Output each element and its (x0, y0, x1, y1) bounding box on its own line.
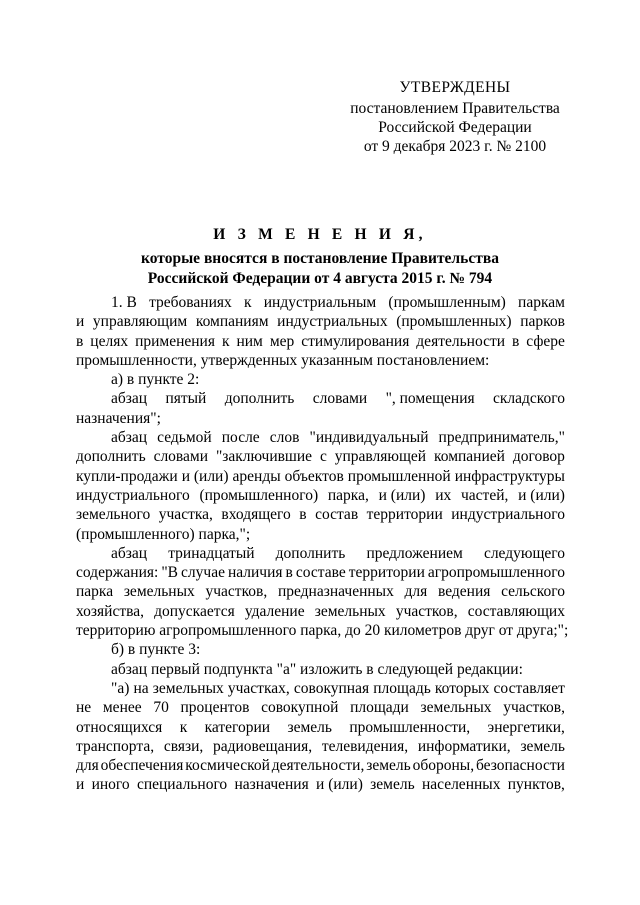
word: аренды (232, 467, 281, 485)
word: седьмой (157, 429, 212, 447)
word: входящего (221, 506, 291, 524)
text-line (76, 293, 565, 312)
word: индустриальных (277, 313, 388, 331)
word: площади (350, 699, 409, 717)
word: и (или) (181, 467, 229, 485)
approval-line: от 9 декабря 2023 г. № 2100 (363, 138, 547, 155)
word: составляет (493, 679, 565, 697)
word: земельного (76, 506, 151, 524)
approval-heading: УТВЕРЖДЕНЫ (399, 79, 511, 96)
word: паркам (518, 294, 565, 311)
word: участков, (503, 699, 565, 717)
word: связи, (163, 737, 204, 755)
word: и (76, 776, 85, 794)
word: парка, (327, 486, 369, 504)
text-line: б) в пункте 3: (111, 641, 201, 659)
word: купли-продажи (76, 467, 178, 485)
text-line: а) в пункте 2: (111, 371, 200, 389)
text-line (76, 332, 565, 351)
word: управляющим (92, 313, 188, 331)
word: предприниматель," (438, 429, 565, 447)
word: деятельности, (271, 757, 365, 775)
text-line (76, 486, 565, 505)
word: наличия (227, 564, 283, 582)
word: пунктов, (507, 776, 565, 794)
word: безопасности (475, 757, 565, 775)
word: для (76, 757, 99, 775)
word: абзац (111, 544, 148, 562)
word: не (76, 699, 92, 717)
word: промышленной (347, 467, 451, 485)
word: требованиях (149, 294, 232, 311)
subtitle-line: Российской Федерации от 4 августа 2015 г. № 794 (147, 270, 493, 287)
word: телевидения, (321, 737, 409, 755)
word: ним (236, 332, 263, 350)
document-subtitle (0, 249, 640, 289)
word: промышленности, (349, 718, 471, 736)
word: слов (269, 429, 300, 447)
word: абзац (111, 390, 148, 408)
word: земельных (152, 679, 224, 697)
word: объектов (284, 467, 344, 485)
word: площадь (373, 679, 431, 697)
word: абзац (111, 429, 148, 447)
text-line (76, 544, 565, 563)
word: мер (269, 332, 295, 350)
word: 70 (153, 699, 169, 717)
word: в (299, 506, 307, 524)
word: земельных (123, 583, 195, 601)
word: к (179, 718, 188, 736)
word: словами (153, 448, 209, 466)
word: в (76, 332, 84, 350)
subtitle-line: которые вносятся в постановление Правительства (141, 250, 499, 267)
word: составляющих (467, 602, 565, 620)
text-line (76, 312, 565, 331)
word: предназначенных (277, 583, 394, 601)
word: индустриального (451, 506, 565, 524)
word: транспорта, (76, 737, 155, 755)
word: частей, (460, 486, 509, 504)
word: менее (102, 699, 142, 717)
word: "а) (111, 679, 130, 697)
approval-line: постановлением Правительства (350, 100, 560, 117)
word: ", помещения (385, 390, 475, 408)
word: и (или) (378, 486, 426, 504)
word: индустриального (76, 486, 190, 504)
word: территории (348, 564, 425, 582)
word: ведения (438, 583, 491, 601)
text-line (76, 582, 565, 601)
word: с (319, 448, 327, 466)
text-line (76, 679, 565, 698)
word: радиовещания, (213, 737, 313, 755)
approval-block (320, 78, 590, 156)
word: и (76, 313, 85, 331)
word: которых (434, 679, 490, 697)
approval-line: Российской Федерации (378, 119, 532, 136)
word: "индивидуальный (309, 429, 429, 447)
text-line: (промышленного) парка,"; (76, 525, 251, 543)
word: дополнить (76, 448, 146, 466)
word: к (221, 332, 230, 350)
word: сельского (501, 583, 565, 601)
text-line (76, 602, 565, 621)
word: земельных (420, 699, 492, 717)
word: (промышленным) (388, 294, 506, 311)
word: земельных (314, 602, 386, 620)
word: участков, (205, 583, 268, 601)
word: земель (520, 737, 565, 755)
word: категории (204, 718, 271, 736)
word: компанией (434, 448, 505, 466)
word: складского (492, 390, 565, 408)
text-line (76, 698, 565, 717)
word: договор (512, 448, 565, 466)
word: для (404, 583, 428, 601)
word: удаление (244, 602, 305, 620)
word: содержания: (76, 564, 159, 582)
text-line (76, 775, 565, 794)
text-line: промышленности, утвержденных указанным постановлением: (76, 351, 490, 369)
word: парков (520, 313, 565, 331)
word: стимулирования (301, 332, 410, 350)
word: к (243, 294, 252, 311)
word: земель (370, 776, 415, 794)
word: (промышленных) (396, 313, 512, 331)
word: территории (366, 506, 443, 524)
word: предложением (366, 544, 463, 562)
word: "В (161, 564, 179, 582)
word: инфраструктуры (454, 467, 565, 485)
word: дополнить (224, 390, 295, 408)
word: на (133, 679, 149, 697)
word: после (221, 429, 260, 447)
text-line (76, 447, 565, 466)
text-line: назначения"; (76, 409, 161, 427)
document-body (76, 293, 569, 795)
word: участков, (395, 602, 458, 620)
word: и (или) (518, 486, 565, 504)
text-line: территорию агропромышленного парка, до 20 километров друг от друга;"; (76, 622, 569, 640)
word: участка, (158, 506, 213, 524)
text-line (76, 737, 565, 756)
word: компаниям (195, 313, 269, 331)
word: применения (135, 332, 215, 350)
word: словами (312, 390, 368, 408)
word: следующего (483, 544, 565, 562)
word: относящихся (76, 718, 163, 736)
word: в (512, 332, 520, 350)
word: парка (76, 583, 114, 601)
word: энергетики, (487, 718, 565, 736)
word: (промышленного) (199, 486, 319, 504)
word: и (или) (316, 776, 363, 794)
word: случае (181, 564, 225, 582)
word: целях (90, 332, 129, 350)
word: тринадцатый (168, 544, 255, 562)
text-line (76, 389, 565, 408)
word: населенных (421, 776, 501, 794)
word: составе (295, 564, 346, 582)
text-line (76, 428, 565, 447)
word: 1. В (111, 294, 137, 311)
word: назначения (234, 776, 309, 794)
word: агропромышленного (427, 564, 565, 582)
word: участках, (227, 679, 290, 697)
word: специального (136, 776, 228, 794)
word: управляющей (334, 448, 427, 466)
word: земель (287, 718, 332, 736)
word: процентов (180, 699, 250, 717)
word: в (285, 564, 293, 582)
word: деятельности (416, 332, 506, 350)
word: дополнить (275, 544, 346, 562)
word: совокупной (261, 699, 339, 717)
word: земель (366, 757, 411, 775)
word: хозяйства, (76, 602, 144, 620)
text-line (76, 756, 565, 775)
word: космической (185, 757, 270, 775)
word: допускается (154, 602, 235, 620)
word: сфере (526, 332, 565, 350)
word: "заключившие (215, 448, 313, 466)
document-title: И З М Е Н Е Н И Я, (213, 226, 427, 243)
text-line (76, 505, 565, 524)
word: индустриальным (263, 294, 377, 311)
word: информатики, (417, 737, 511, 755)
word: обороны, (412, 757, 475, 775)
text-line: абзац первый подпункта "а" изложить в следующей редакции: (111, 660, 523, 678)
text-line (76, 718, 565, 737)
text-line (76, 467, 565, 486)
word: иного (91, 776, 130, 794)
word: пятый (165, 390, 207, 408)
word: совокупная (293, 679, 370, 697)
word: их (435, 486, 452, 504)
word: состав (315, 506, 359, 524)
text-line (76, 563, 565, 582)
word: обеспечения (100, 757, 184, 775)
